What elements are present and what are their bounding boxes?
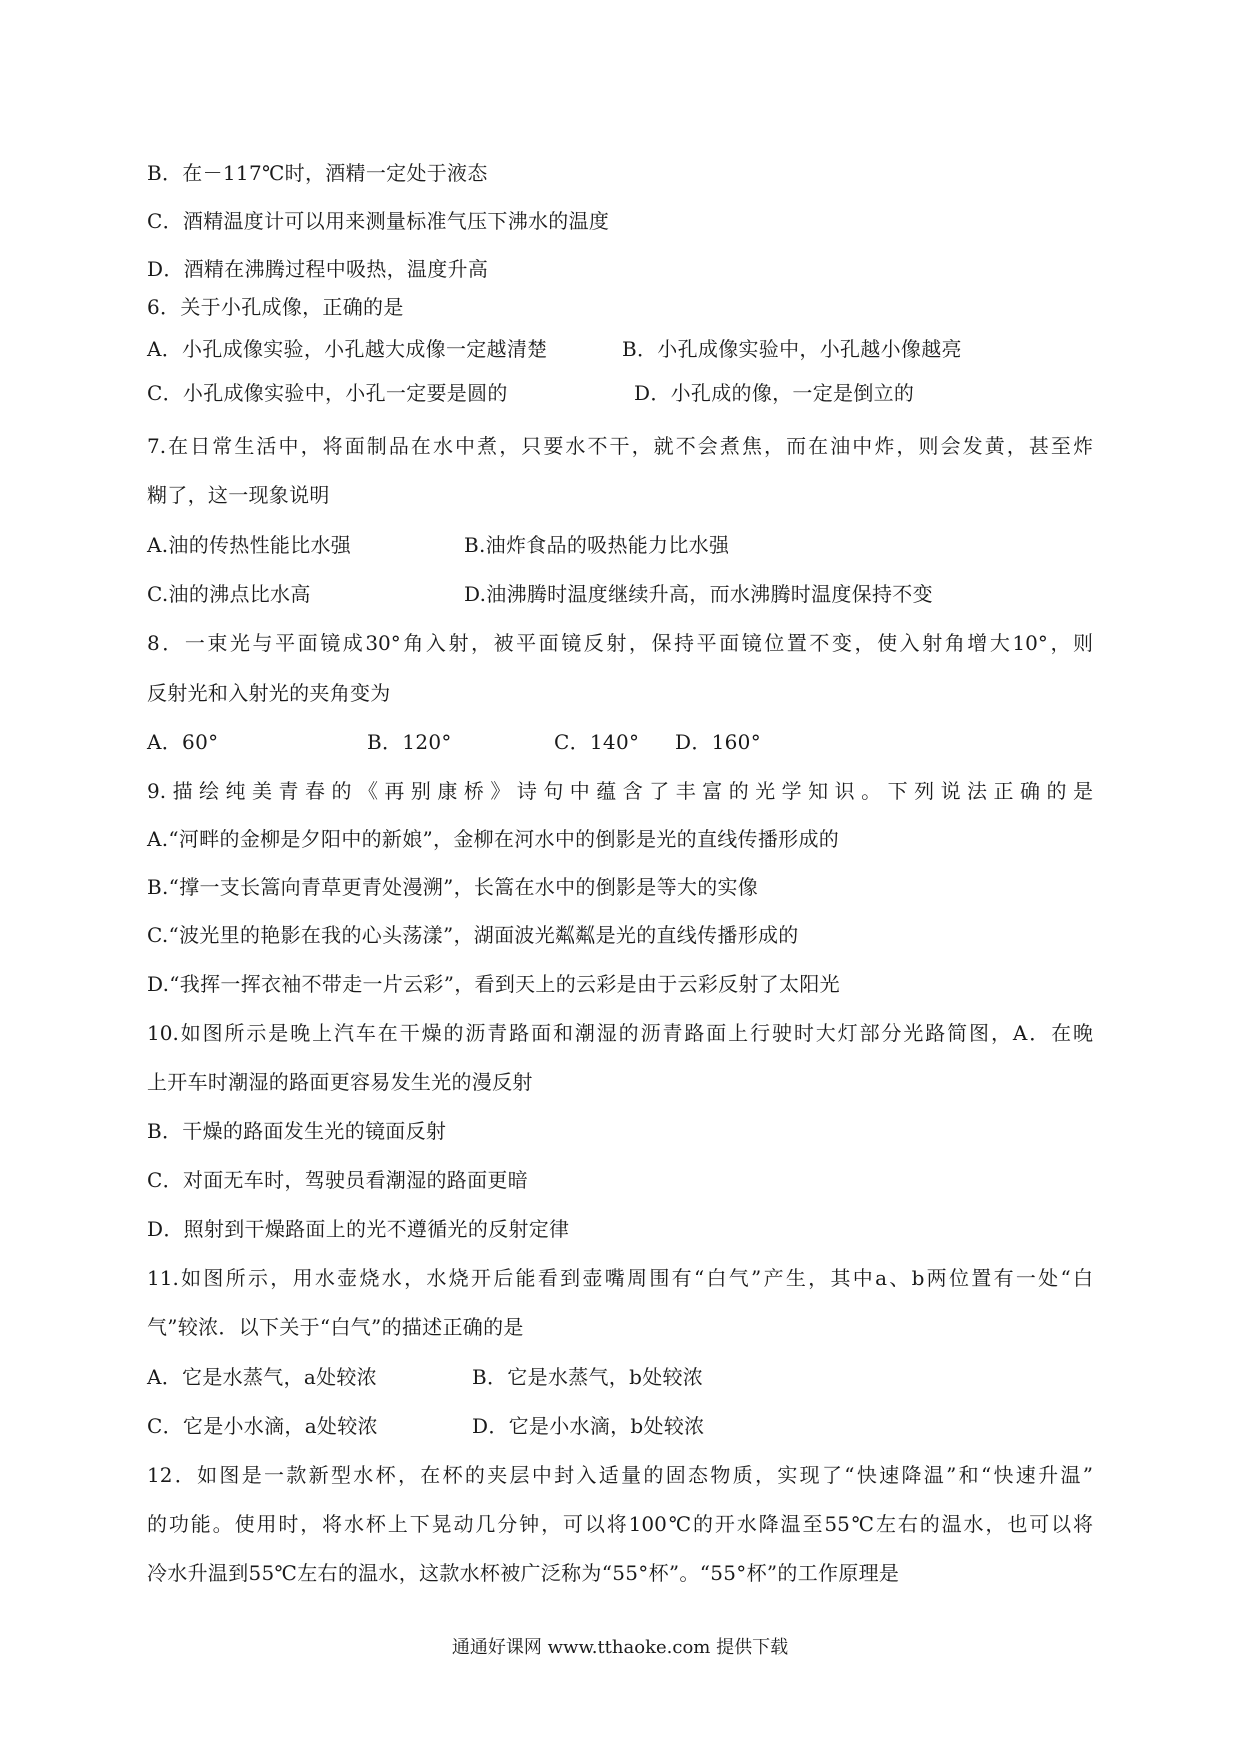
q10-option-b: B．干燥的路面发生光的镜面反射	[147, 1119, 447, 1143]
q11-option-d: D．它是小水滴，b处较浓	[472, 1414, 705, 1438]
q10-stem-line-1: 10.如图所示是晚上汽车在干燥的沥青路面和潮湿的沥青路面上行驶时大灯部分光路简图，A．在晚	[147, 1021, 1093, 1045]
q10-stem-line-2: 上开车时潮湿的路面更容易发生光的漫反射	[147, 1070, 533, 1094]
q6-option-b: B．小孔成像实验中，小孔越小像越亮	[622, 337, 962, 361]
q12-stem-line-2: 的功能。使用时，将水杯上下晃动几分钟，可以将100℃的开水降温至55℃左右的温水，也可以将	[147, 1512, 1093, 1536]
q6-option-a: A．小孔成像实验，小孔越大成像一定越清楚	[147, 337, 548, 361]
q9-option-d: D.“我挥一挥衣袖不带走一片云彩”，看到天上的云彩是由于云彩反射了太阳光	[147, 972, 840, 996]
q7-option-d: D.油沸腾时温度继续升高，而水沸腾时温度保持不变	[464, 582, 933, 606]
q7-option-b: B.油炸食品的吸热能力比水强	[464, 533, 730, 557]
q7-option-c: C.油的沸点比水高	[147, 582, 311, 606]
q11-option-a: A．它是水蒸气，a处较浓	[147, 1365, 377, 1389]
q5-option-d: D．酒精在沸腾过程中吸热，温度升高	[147, 257, 489, 281]
q5-option-b: B．在－117℃时，酒精一定处于液态	[147, 161, 488, 185]
q6-stem: 6．关于小孔成像，正确的是	[147, 295, 404, 319]
q11-stem-line-1: 11.如图所示，用水壶烧水，水烧开后能看到壶嘴周围有“白气”产生，其中a、b两位置有一处“白	[147, 1266, 1093, 1290]
q12-stem-line-1: 12．如图是一款新型水杯，在杯的夹层中封入适量的固态物质，实现了“快速降温”和“快速升温”	[147, 1463, 1093, 1487]
q6-option-d: D．小孔成的像，一定是倒立的	[634, 381, 915, 405]
q12-stem-line-3: 冷水升温到55℃左右的温水，这款水杯被广泛称为“55°杯”。“55°杯”的工作原理是	[147, 1561, 900, 1585]
q5-option-c: C．酒精温度计可以用来测量标准气压下沸水的温度	[147, 209, 610, 233]
q9-option-a: A.“河畔的金柳是夕阳中的新娘”，金柳在河水中的倒影是光的直线传播形成的	[147, 827, 840, 851]
q10-option-c: C．对面无车时，驾驶员看潮湿的路面更暗	[147, 1168, 529, 1192]
q6-option-c: C．小孔成像实验中，小孔一定要是圆的	[147, 381, 508, 405]
q9-option-b: B.“撑一支长篙向青草更青处漫溯”，长篙在水中的倒影是等大的实像	[147, 875, 759, 899]
q7-stem-line-1: 7.在日常生活中，将面制品在水中煮，只要水不干，就不会煮焦，而在油中炸，则会发黄，甚至炸	[147, 434, 1093, 458]
q9-option-c: C.“波光里的艳影在我的心头荡漾”，湖面波光粼粼是光的直线传播形成的	[147, 923, 799, 947]
q10-option-d: D．照射到干燥路面上的光不遵循光的反射定律	[147, 1217, 570, 1241]
q7-stem-line-2: 糊了，这一现象说明	[147, 483, 330, 507]
q9-stem: 9.描绘纯美青春的《再别康桥》诗句中蕴含了丰富的光学知识。下列说法正确的是	[147, 779, 1093, 803]
page-footer: 通通好课网 www.tthaoke.com 提供下载	[451, 1637, 789, 1658]
q8-option-c: C．140°	[554, 730, 640, 754]
q11-stem-line-2: 气”较浓．以下关于“白气”的描述正确的是	[147, 1315, 524, 1339]
q7-option-a: A.油的传热性能比水强	[147, 533, 352, 557]
q11-option-c: C．它是小水滴，a处较浓	[147, 1414, 378, 1438]
q8-option-a: A．60°	[147, 730, 219, 754]
q8-stem-line-1: 8．一束光与平面镜成30°角入射，被平面镜反射，保持平面镜位置不变，使入射角增大10°，则	[147, 631, 1093, 655]
q11-option-b: B．它是水蒸气，b处较浓	[472, 1365, 704, 1389]
q8-stem-line-2: 反射光和入射光的夹角变为	[147, 681, 391, 705]
q8-option-d: D．160°	[675, 730, 762, 754]
q8-option-b: B．120°	[367, 730, 452, 754]
